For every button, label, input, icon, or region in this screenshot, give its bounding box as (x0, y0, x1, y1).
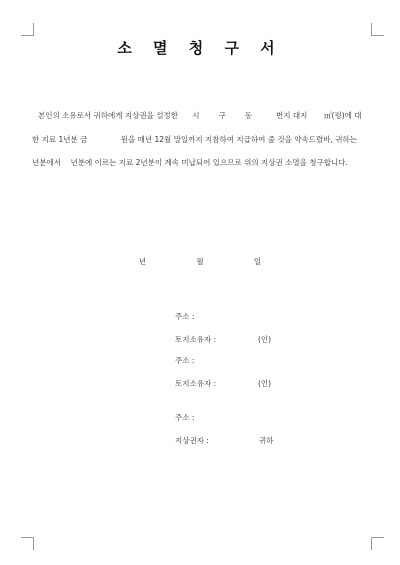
signature-honorific: 귀하 (259, 436, 274, 445)
signature-address-label-2: 주소 : (175, 356, 195, 365)
body-line-1: 본인의 소유로서 귀하에게 지상권을 설정한 시 구 동 번지 대지 ㎡(평)에 대 (38, 111, 362, 120)
signature-address-label-1: 주소 : (175, 312, 195, 321)
signature-seal-2: (인) (258, 379, 272, 388)
signature-owner-label-1: 토지소유자 : (175, 335, 217, 344)
date-line: 년 월 일 (138, 257, 262, 266)
signature-seal-1: (인) (258, 335, 272, 344)
signature-address-label-3: 주소 : (175, 413, 195, 422)
crop-mark-top-left (21, 23, 34, 36)
body-line-3: 년분에서 년분에 이르는 지료 2년분이 계속 미납되어 있으므로 위의 지상권 소멸을 청구합니다. (32, 158, 348, 167)
document-title: 소 멸 청 구 서 (117, 39, 283, 57)
crop-mark-bottom-right (371, 537, 384, 550)
signature-owner-label-2: 토지소유자 : (175, 379, 217, 388)
body-line-2: 한 지료 1년분 금 원을 매년 12월 말일까지 지참하여 지급하여 줄 것을 약속드렸바, 귀하는 (32, 135, 358, 144)
crop-mark-top-right (371, 23, 384, 36)
signature-holder-label: 지상권자 : (175, 436, 209, 445)
crop-mark-bottom-left (21, 537, 34, 550)
